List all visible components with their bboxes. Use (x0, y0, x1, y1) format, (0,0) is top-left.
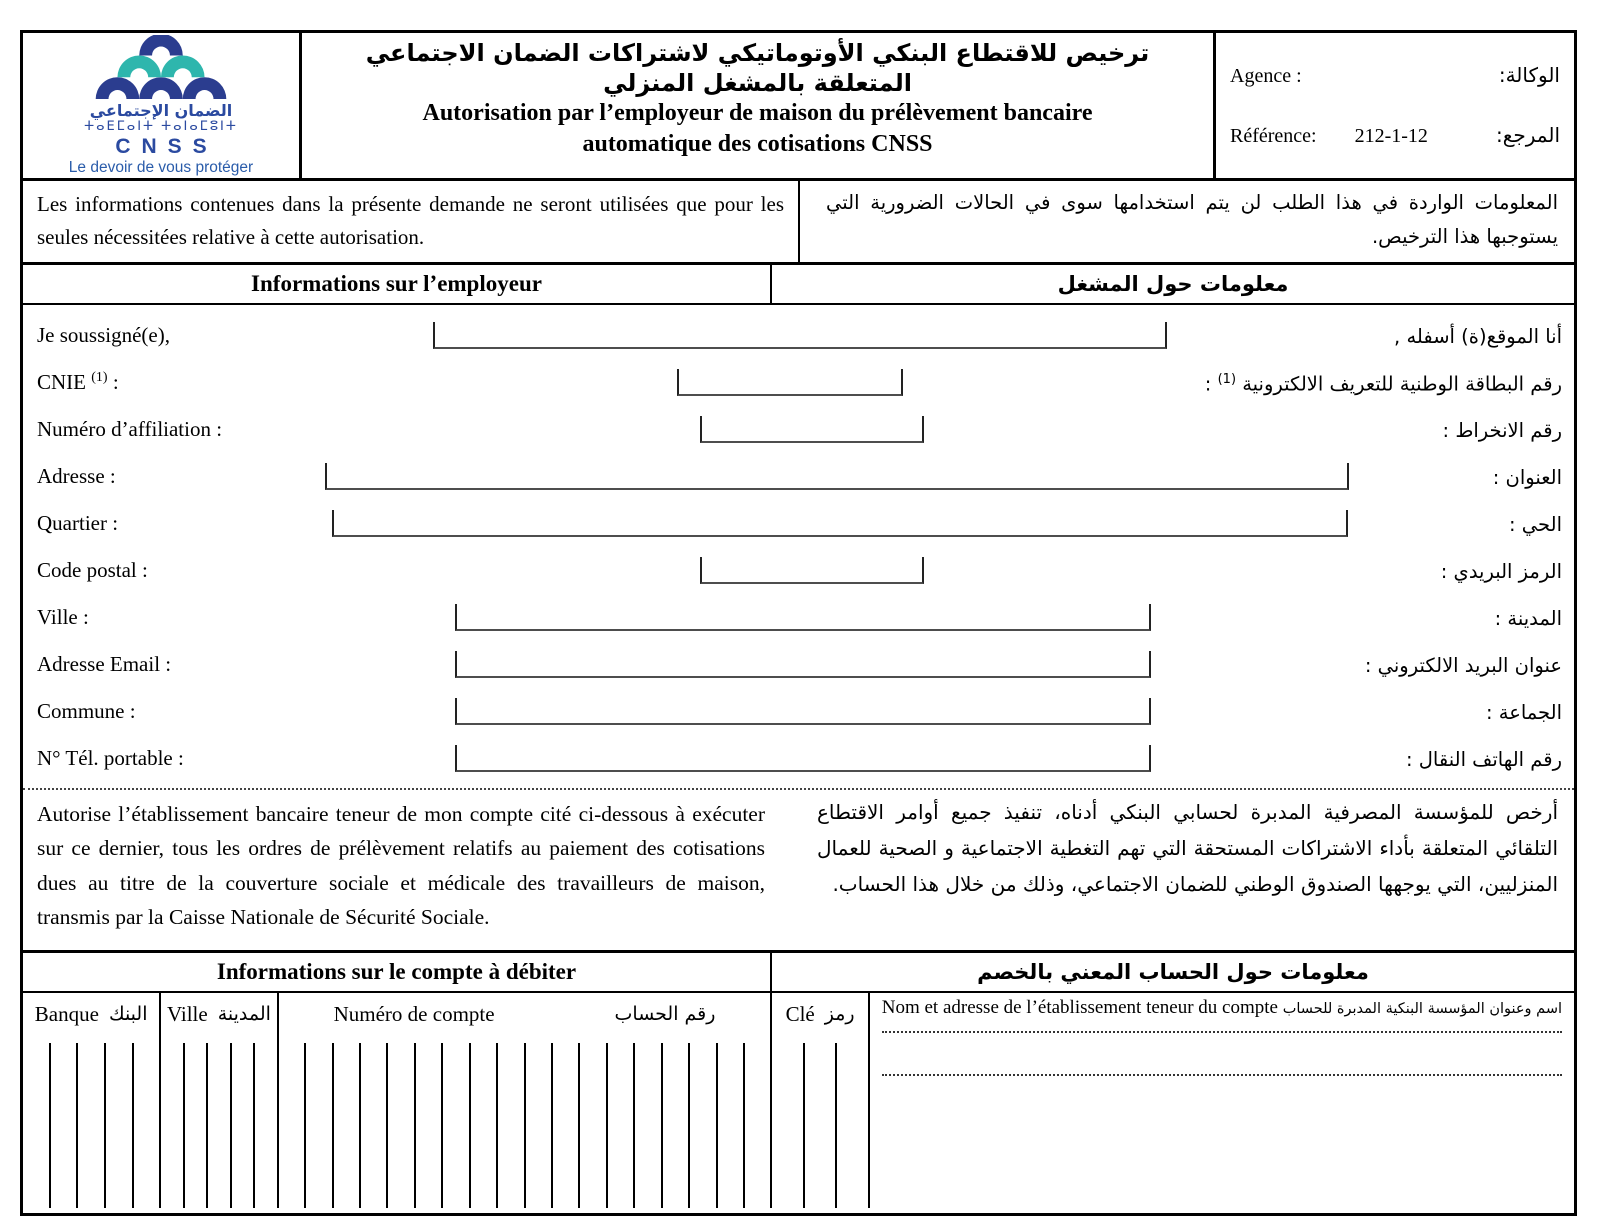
cnie-input[interactable] (677, 369, 903, 396)
digit-cell[interactable] (635, 1043, 662, 1208)
city-code-column (161, 993, 278, 1208)
digit-cell[interactable] (106, 1043, 134, 1208)
form-title-french-line1: Autorisation par l’employeur de maison du prélèvement bancaire (422, 100, 1093, 126)
digit-cell[interactable] (51, 1043, 79, 1208)
mobile-phone-input[interactable] (455, 745, 1151, 772)
cnss-logo (23, 33, 302, 178)
agency-row (1230, 63, 1560, 88)
digit-cell[interactable] (185, 1043, 208, 1208)
digit-cell[interactable] (663, 1043, 690, 1208)
logo-arabic-name: الضمان الإجتماعي (89, 100, 233, 120)
account-number-label-ar: رقم الحساب (614, 1003, 716, 1026)
digit-cell[interactable] (416, 1043, 443, 1208)
email-label-ar: عنوان البريد الالكتروني : (1364, 654, 1562, 678)
field-row-address (23, 448, 1574, 495)
field-row-commune (23, 683, 1574, 730)
district-input[interactable] (332, 510, 1348, 537)
field-row-cnie (23, 354, 1574, 401)
digit-cell[interactable] (690, 1043, 717, 1208)
digit-cell[interactable] (443, 1043, 470, 1208)
city-label-fr: Ville : (37, 605, 89, 630)
city-code-label-fr: Ville (166, 1001, 208, 1026)
digit-cell[interactable] (23, 1043, 51, 1208)
form-title (302, 33, 1213, 178)
form-header (23, 33, 1574, 181)
city-input[interactable] (455, 604, 1151, 631)
email-label-fr: Adresse Email : (37, 652, 172, 677)
digit-cell[interactable] (837, 1043, 867, 1208)
field-row-city (23, 589, 1574, 636)
affiliation-label-ar: رقم الانخراط : (1442, 419, 1562, 443)
field-row-email (23, 636, 1574, 683)
digit-cell[interactable] (279, 1043, 306, 1208)
privacy-notice (23, 181, 1574, 265)
digit-cell[interactable] (718, 1043, 745, 1208)
key-label-ar: رمز (824, 1003, 855, 1026)
digit-cell[interactable] (161, 1043, 184, 1208)
reference-label-ar: المرجع: (1496, 123, 1560, 148)
bank-code-column (23, 993, 161, 1208)
field-row-signatory (23, 307, 1574, 354)
authorization-statement-ar: أرخص للمؤسسة المصرفية المدبرة لحسابي البنكي أدناه، تنفيذ جميع أوامر الاقتطاع التلقائي المتعلقة بأداء الاشتراكات المستحقة التي تهم التغطية الاجتماعية و الصحية للعمال المنزليين، التي يوجهها الصندوق الوطني للضمان الاجتماعي، وذلك من خلال هذا الحساب. (817, 800, 1558, 897)
city-column-header (161, 993, 276, 1035)
employer-section-title-fr: Informations sur l’employeur (23, 265, 772, 303)
bank-label-ar: البنك (108, 1003, 148, 1026)
digit-cell[interactable] (208, 1043, 231, 1208)
city-code-cells (161, 1043, 276, 1208)
employer-fields (23, 305, 1574, 788)
account-number-cells (279, 1043, 771, 1208)
bank-name-address-header (882, 997, 1562, 1019)
digit-cell[interactable] (134, 1043, 160, 1208)
account-section-title-ar: معلومات حول الحساب المعني بالخصم (977, 960, 1369, 985)
bank-name-address-label-fr: Nom et adresse de l’établissement teneur du compte (881, 997, 1278, 1019)
city-code-label-ar: المدينة (217, 1003, 271, 1026)
digit-cell[interactable] (745, 1043, 770, 1208)
account-number-column (279, 993, 773, 1208)
key-column (772, 993, 869, 1208)
employer-section-header (23, 265, 1574, 305)
address-label-fr: Adresse : (37, 464, 116, 489)
affiliation-label-fr: Numéro d’affiliation : (37, 417, 223, 442)
digit-cell[interactable] (526, 1043, 553, 1208)
commune-input[interactable] (455, 698, 1151, 725)
reference-label-fr: Référence: (1230, 125, 1317, 148)
field-row-affiliation (23, 401, 1574, 448)
address-input[interactable] (325, 463, 1349, 490)
field-row-district (23, 495, 1574, 542)
bank-name-address-label-ar: اسم وعنوان المؤسسة البنكية المدبرة للحساب (1282, 1001, 1562, 1018)
reference-row (1230, 123, 1560, 148)
account-section-title-fr: Informations sur le compte à débiter (23, 953, 772, 991)
logo-acronym: CNSS (115, 134, 218, 158)
postal-code-input[interactable] (700, 557, 924, 584)
address-label-ar: العنوان : (1492, 466, 1562, 490)
district-label-fr: Quartier : (37, 511, 119, 536)
privacy-notice-fr: Les informations contenues dans la présente demande ne seront utilisées que pour les seules nécessitées relative à cette autorisation. (23, 181, 800, 262)
field-row-mobile-phone (23, 730, 1574, 777)
digit-cell[interactable] (388, 1043, 415, 1208)
cnss-authorization-form (20, 30, 1577, 1216)
digit-cell[interactable] (580, 1043, 607, 1208)
logo-tagline: Le devoir de vous protéger (68, 158, 254, 176)
cnie-label-ar: رقم البطاقة الوطنية للتعريف الالكترونية $^{(1)}$ : (1204, 371, 1562, 396)
affiliation-input[interactable] (700, 416, 924, 443)
signatory-input[interactable] (433, 322, 1167, 349)
digit-cell[interactable] (471, 1043, 498, 1208)
bank-name-write-line-2[interactable] (882, 1033, 1562, 1076)
bank-account-table (23, 993, 1574, 1208)
employer-section-title-ar: معلومات حول المشغل (1057, 272, 1289, 297)
logo-tifinagh-name: ⵜⴰⴹⵎⴰⵏⵜ ⵜⴰⵏⴰⵎⵓⵏⵜ (84, 119, 238, 135)
digit-cell[interactable] (805, 1043, 837, 1208)
cnie-label-fr: CNIE $^{(1)}$ : (37, 370, 119, 395)
digit-cell[interactable] (232, 1043, 255, 1208)
key-column-header (772, 993, 867, 1035)
digit-cell[interactable] (255, 1043, 276, 1208)
commune-label-fr: Commune : (37, 699, 136, 724)
account-section-header (23, 950, 1574, 993)
authorization-statement (23, 788, 1574, 950)
commune-label-ar: الجماعة : (1485, 701, 1562, 725)
district-label-ar: الحي : (1509, 513, 1562, 537)
bank-code-cells (23, 1043, 159, 1208)
bank-name-address-column (870, 993, 1574, 1208)
key-cells (772, 1043, 867, 1208)
digit-cell[interactable] (498, 1043, 525, 1208)
field-row-postal-code (23, 542, 1574, 589)
account-number-header (279, 993, 771, 1035)
privacy-notice-ar: المعلومات الواردة في هذا الطلب لن يتم استخدامها سوى في الحالات الضرورية التي يستوجبها هذا الترخيص. (826, 191, 1558, 249)
email-input[interactable] (455, 651, 1151, 678)
form-title-arabic-line1: ترخيص للاقتطاع البنكي الأوتوماتيكي لاشتراكات الضمان الاجتماعي (365, 39, 1150, 67)
agency-label-fr: Agence : (1230, 64, 1302, 87)
cnss-logo-icon (66, 35, 256, 102)
digit-cell[interactable] (608, 1043, 635, 1208)
signatory-label-fr: Je soussigné(e), (37, 323, 170, 348)
reference-value: 212-1-12 (1354, 125, 1428, 148)
form-title-arabic-line2: المتعلقة بالمشغل المنزلي (603, 69, 912, 97)
bank-name-write-line-1[interactable] (882, 1019, 1562, 1033)
postal-code-label-ar: الرمز البريدي : (1440, 560, 1562, 584)
key-label-fr: Clé (785, 1001, 815, 1026)
agency-label-ar: الوكالة: (1498, 62, 1560, 87)
city-label-ar: المدينة : (1494, 607, 1562, 631)
mobile-phone-label-ar: رقم الهاتف النقال : (1406, 748, 1562, 772)
account-number-label-fr: Numéro de compte (333, 1001, 495, 1026)
digit-cell[interactable] (553, 1043, 580, 1208)
postal-code-label-fr: Code postal : (37, 558, 148, 583)
form-title-french-line2: automatique des cotisations CNSS (582, 131, 933, 158)
mobile-phone-label-fr: N° Tél. portable : (37, 746, 184, 771)
digit-cell[interactable] (306, 1043, 333, 1208)
digit-cell[interactable] (78, 1043, 106, 1208)
signatory-label-ar: أنا الموقع(ة) أسفله , (1394, 325, 1562, 349)
bank-label-fr: Banque (34, 1001, 99, 1026)
digit-cell[interactable] (334, 1043, 361, 1208)
authorization-statement-fr: Autorise l’établissement bancaire teneur de mon compte cité ci-dessous à exécuter sur ce dernier, tous les ordres de prélèvement relatifs au paiement des cotisations dues au titre de la couverture sociale et médicale des travailleurs de maison, transmis par la Caisse Nationale de Sécurité Sociale. (37, 802, 765, 930)
digit-cell[interactable] (772, 1043, 804, 1208)
bank-column-header (23, 993, 159, 1035)
agency-reference-box (1213, 33, 1574, 178)
digit-cell[interactable] (361, 1043, 388, 1208)
